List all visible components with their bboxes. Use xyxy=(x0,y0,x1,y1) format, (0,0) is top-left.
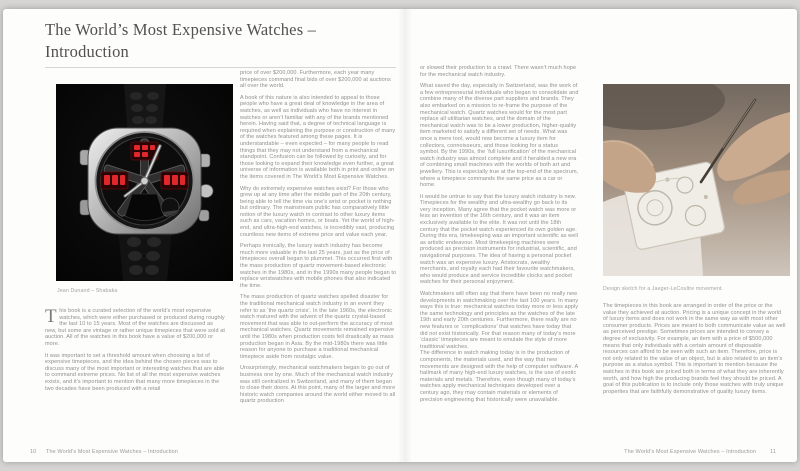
right-running-footer: The World’s Most Expensive Watches – Introduction xyxy=(624,449,757,455)
body-paragraph: Unsurprisingly, mechanical watchmakers began to go out of business one by one. Much of the mechanical watch industry was still centralized in Switzerland, and many of them began to close their doors. At this point, many of the larger and more historic watch companies around the world either moved to all quartz production xyxy=(240,365,396,405)
body-paragraph: Perhaps ironically, the luxury watch industry has become much more valuable in the last 25 years, just as the price of timepieces overall began to plummet. This occurred first with the mass production of quartz movement-based electronic watches in the 1980s, and in the 1990s many people began to replace wristwatches with mobile phones that also indicated the time. xyxy=(240,243,397,289)
left-page-column-2 xyxy=(240,70,397,410)
body-paragraph: The mass production of quartz watches spelled disaster for the traditional mechanical watch industry in an event they refer to as ‘the quartz crisis’. In the late 1960s, the electronic watch matured with the advent of the quartz crystal-based movement that was able to out-perform the accuracy of most mechanical watches. Quartz movements remained expensive until the 1980s when production costs fell drastically as mass production began in Asia. By the mid-1980s there was little reason for anyone to purchase a traditional mechanical timepiece aside from nostalgic value. xyxy=(240,294,395,360)
right-page-column-2 xyxy=(603,303,786,400)
watch-photo-illustration xyxy=(56,84,233,281)
left-running-footer: The World’s Most Expensive Watches – Introduction xyxy=(46,449,178,455)
body-paragraph: Why do extremely expensive watches exist? For those who grew up at any time after the middle part of the 20th century, being able to tell the time via one’s wrist or pocket is nothing but ordinary. The mainstream public has comparatively little notion of the luxury watch in contrast to other luxury items such as cars, vacation homes, or boats. Yet the world of high-end, and ultra-high-end watches, is incredibly vast, producing countless new items of extreme price and value each year. xyxy=(240,185,395,238)
engraving-photo-caption: Design sketch for a Jaeger-LeCoultre movement. xyxy=(603,286,724,292)
body-paragraph: The timepieces in this book are arranged in order of the price or the value they achieved at auction. Pricing is a unique concept in the world of luxury items and does not work in the same way as with most other consumer products. Prices are meant to both communicate value as well as perceived prestige. Sometimes prices are intended to convey a degree of exclusivity. For example, an item with a price of $500,000 means that only individuals with a certain amount of disposable resources can afford to be seen with such an item. Therefore, price is not only related to the value of an object, but is also related to an item’s purpose as a status symbol. This is important to mention because the watches in this book are priced both in terms of what they are inherently worth, and how high the producing brands feel they should be priced. A goal of this publication is to include only those watches with truly unique properties that are faithfully demonstrative of quality luxury items. xyxy=(603,303,786,395)
body-paragraph: This book is a curated selection of the world’s most expensive watches, which were either purchased or produced during roughly the last 10 to 15 years. Most of the watches are discussed as new, but some are vintage or rather unique timepieces that were sold at auction. All of the watches in this book have a value of $200,000 or more. xyxy=(45,305,225,347)
page-seam xyxy=(398,9,412,462)
right-page-footer xyxy=(624,449,776,455)
body-paragraph: price of over $200,000. Furthermore, each year many timepieces command final bids of over $200,000 at auctions all over the world. xyxy=(240,70,391,90)
title-divider xyxy=(45,67,396,68)
page-title-line2: Introduction xyxy=(45,41,129,61)
body-paragraph: It would be untrue to say that the luxury watch industry is new. Timepieces for the wealthy and ultra-wealthy go back to its very inception. Many agree that the pocket watch was more or less an invention of the 16th century, and it was an item exclusively available to the elite. It was not until the 18th century that the pocket watch experienced its own golden age. During this era, timekeeping was an important scientific as well as artistic endeavour. Most timekeeping machines were produced as precision instruments for industrial, scientific, and navigational purposes. The idea of having a personal pocket watch was an expensive luxury. Aristocrats, wealthy merchants, and royalty each had their favourite watchmakers, who would produce and service incredible clocks and pocket watches for their personal enjoyment. xyxy=(420,193,578,286)
left-page-number: 10 xyxy=(30,449,37,455)
body-paragraph: A book of this nature is also intended to appeal to those people who have a great deal of knowledge in the area of watches, as well as individuals who have no interest in watches or aren’t familiar with any of the brands mentioned herein. Having said that, a degree of technical language is required when explaining the purpose or construction of many of the watches featured among these pages. It is understandable – even expected – for many people to read things that they may not understand from a mechanical standpoint. Confusion can be followed by curiosity, and for those looking to expand their knowledge even further, a great universe of information is available both in print and online on the items covered in The World’s Most Expensive Watches. xyxy=(240,94,396,180)
body-paragraph: or slowed their production to a crawl. There wasn’t much hope for the mechanical watch industry. xyxy=(420,65,577,78)
engraving-photo-illustration xyxy=(603,84,790,276)
left-page-column-1 xyxy=(45,305,226,397)
body-paragraph: What saved the day, especially in Switzerland, was the work of a few entrepreneurial individuals who began to consolidate and combine many of the diverse part suppliers and brands. They also embarked on a mission to re-frame the purpose of the mechanical watch. Quartz watches would for the most part replace all utilitarian watches, and the domain of the mechanical watch was to be a lower production, higher-quality item marketed to satisfy a different set of needs. What was once a mere tool, would now become a luxury item for collectors, connoisseurs, and those looking for a status symbol. By the 1990s, the ‘full luxurification’ of the mechanical watch industry was almost complete and it heralded a new era of combining small machines with the worlds of both art and jewellery. This is especially true at the top-end of the spectrum, where a timepiece commands the same price as a car or home. xyxy=(420,83,579,189)
page-title xyxy=(45,19,415,62)
page-title-line1: The World’s Most Expensive Watches – xyxy=(45,20,317,39)
engraving-photo xyxy=(603,84,790,276)
right-page-column-1 xyxy=(420,65,579,408)
right-page-number: 11 xyxy=(770,449,776,455)
body-paragraph: The difference in watch making today is in the production of components, the materials used, and the way that new movements are designed with the help of computer software. A hallmark of many high-end luxury watches, is the use of exotic materials and metals. Therefore, even though many of today’s watches apply mechanical techniques developed over a century ago, they may contain materials or elements of precision engineering that historically were unavailable. xyxy=(420,350,578,403)
watch-photo-caption: Jean Dunand – Shabaka xyxy=(57,288,118,294)
body-paragraph: It was important to set a threshold amount when choosing a list of expensive timepieces, and the idea behind the chosen pieces was to discuss many of the most important or interesting watches that are able to command extreme prices. No list of all the most expensive watches exists, and it’s important to mention that many more timepieces in the two decades have been produced with a retail xyxy=(45,352,225,392)
watch-photo xyxy=(56,84,233,281)
body-paragraph: Watchmakers will often say that there have been no really new developments in watchmaking over the last 100 years. In many ways this is true: mechanical watches today more or less apply the same technology and principles as the watches of the late 19th and early 20th centuries. Furthermore, there really are no new features or ‘complications’ that watches have today that did not exist historically. For that reason many of today’s more ‘classic’ timepieces are meant to emulate the style of more traditional watches. xyxy=(420,291,579,350)
